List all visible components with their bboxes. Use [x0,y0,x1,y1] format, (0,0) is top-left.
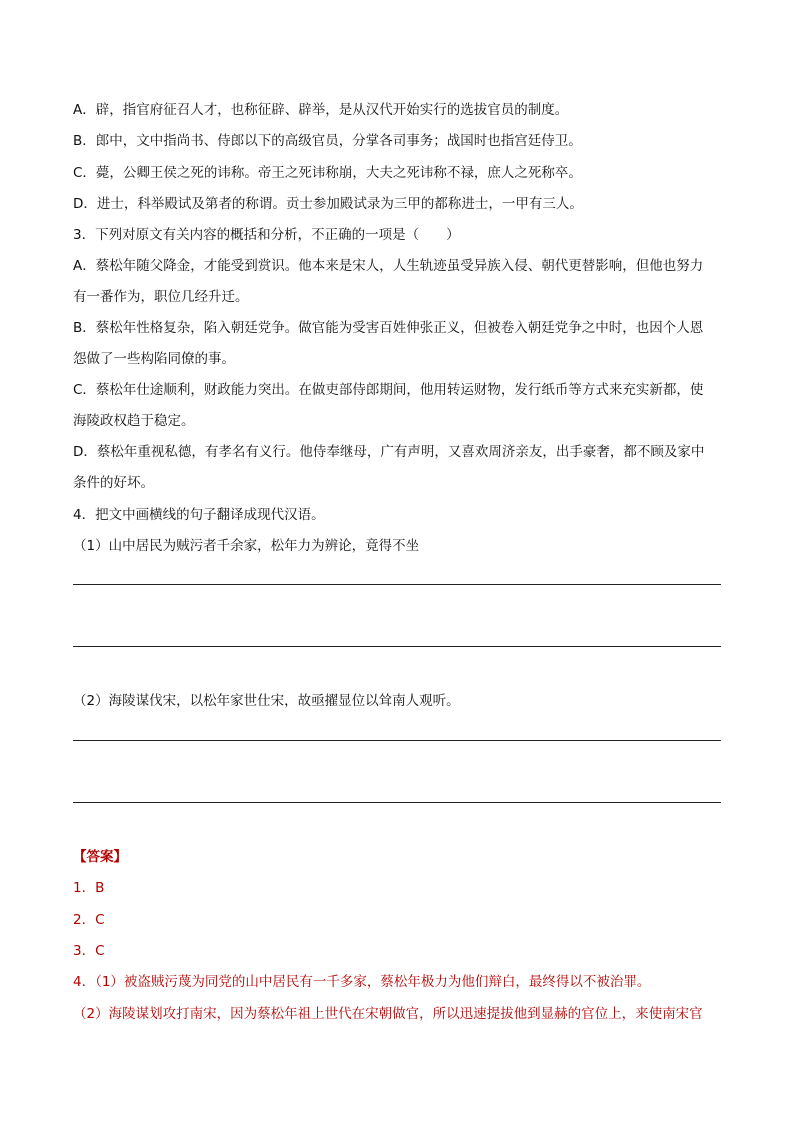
q4-stem: 4．把文中画横线的句子翻译成现代汉语。 [73,507,325,523]
q3-option-c-line2: 海陵政权趋于稳定。 [73,413,195,429]
q4-sub1: （1）山中居民为贼污者千余家，松年力为辨论，竟得不坐 [73,538,420,554]
answer-heading: 【答案】 [73,849,127,865]
q2-option-b: B．郎中，文中指尚书、侍郎以下的高级官员，分掌各司事务；战国时也指宫廷侍卫。 [73,133,582,149]
q2-option-a: A．辟，指官府征召人才，也称征辟、辟举，是从汉代开始实行的选拔官员的制度。 [73,102,569,118]
answer-2: 2．C [73,912,105,928]
answer-line-1 [73,584,721,585]
q4-sub2: （2）海陵谋伐宋，以松年家世仕宋，故亟擢显位以耸南人观听。 [73,693,460,709]
q3-option-a-line1: A．蔡松年随父降金，才能受到赏识。他本来是宋人，人生轨迹虽受异族入侵、朝代更替影响，但他也努力 [73,258,704,274]
answer-line-4 [73,802,721,803]
q3-option-c-line1: C．蔡松年仕途顺利，财政能力突出。在做吏部侍郎期间，他用转运财物，发行纸币等方式来充实新都，使 [73,382,704,398]
answer-line-2 [73,646,721,647]
answer-4-1: 4．（1）被盗贼污蔑为同党的山中居民有一千多家，蔡松年极力为他们辩白，最终得以不被治罪。 [73,974,651,990]
answer-3: 3．C [73,943,105,959]
q3-option-d-line1: D．蔡松年重视私德，有孝名有义行。他侍奉继母，广有声明，又喜欢周济亲友，出手豪奢，都不顾及家中 [73,444,705,460]
answer-line-3 [73,740,721,741]
answer-1: 1．B [73,880,105,896]
q3-stem: 3．下列对原文有关内容的概括和分析，不正确的一项是（ ） [73,227,460,243]
answer-4-2: （2）海陵谋划攻打南宋，因为蔡松年祖上世代在宋朝做官，所以迅速提拔他到显赫的官位上，来使南宋官 [73,1006,703,1022]
q3-option-d-line2: 条件的好坏。 [73,475,154,491]
q2-option-c: C．薨，公卿王侯之死的讳称。帝王之死讳称崩，大夫之死讳称不禄，庶人之死称卒。 [73,165,582,181]
q2-option-d: D．进士，科举殿试及第者的称谓。贡士参加殿试录为三甲的都称进士，一甲有三人。 [73,196,583,212]
q3-option-b-line2: 怨做了一些构陷同僚的事。 [73,351,235,367]
q3-option-a-line2: 有一番作为，职位几经升迁。 [73,289,249,305]
q3-option-b-line1: B．蔡松年性格复杂，陷入朝廷党争。做官能为受害百姓伸张正义，但被卷入朝廷党争之中时，也因个人恩 [73,320,704,336]
